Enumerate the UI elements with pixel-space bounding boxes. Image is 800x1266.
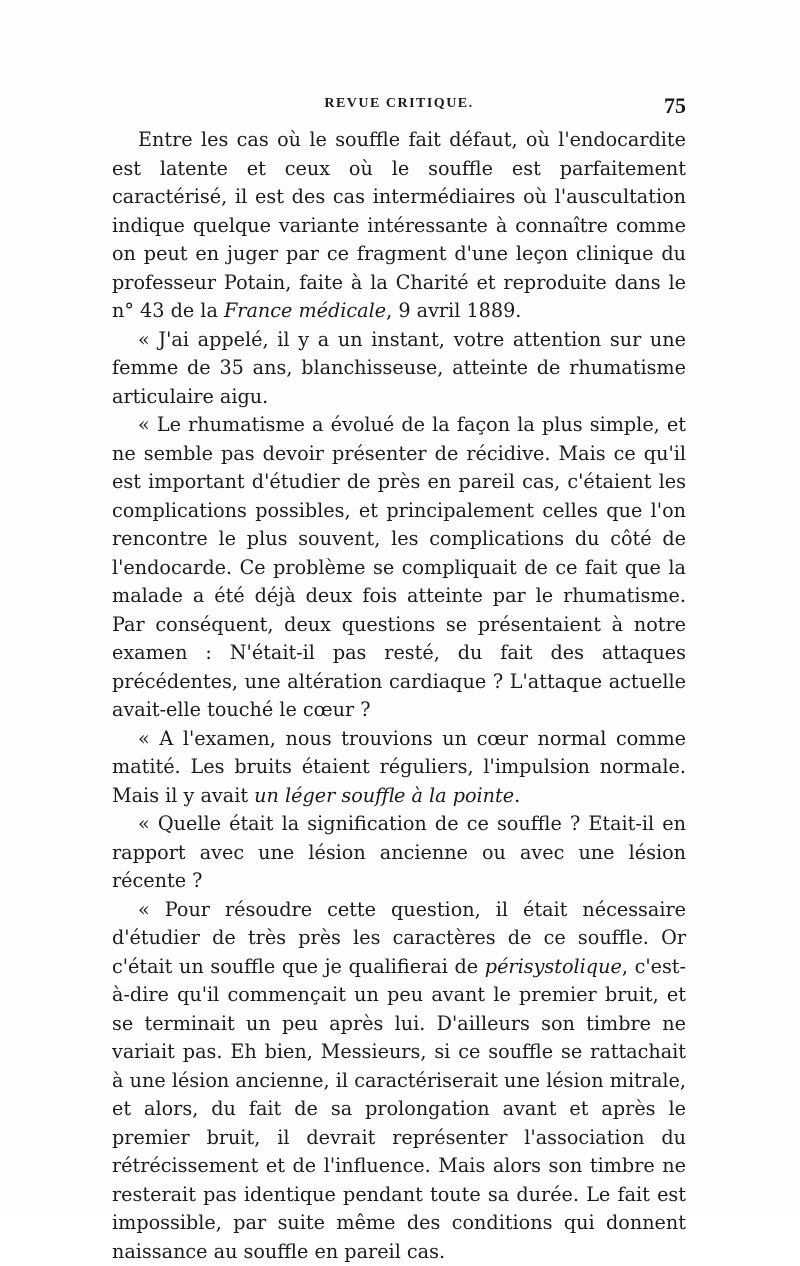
running-title: REVUE CRITIQUE. (112, 96, 686, 112)
running-head (112, 96, 686, 120)
body-text (112, 126, 686, 1266)
paragraph-4-text: « A l'examen, nous trouvions un cœur normal comme matité. Les bruits étaient réguliers, l'impulsion normale. Mais il y avait (112, 727, 686, 807)
paragraph-1-date: , 9 avril 1889. (386, 299, 521, 322)
paragraph-1 (112, 126, 686, 326)
paragraph-6 (112, 896, 686, 1266)
paragraph-6-text: « Pour résoudre cette question, il était nécessaire d'étudier de très près les caractères de ce souffle. Or c'était un souffle que je qualifierai de (112, 898, 686, 978)
paragraph-2: « J'ai appelé, il y a un instant, votre attention sur une femme de 35 ans, blanchisseuse, atteinte de rhumatisme articulaire aigu. (112, 326, 686, 412)
paragraph-6-emphasis: périsystolique (485, 955, 622, 978)
paragraph-6-rest: , c'est-à-dire qu'il commençait un peu avant le premier bruit, et se terminait un peu après lui. D'ailleurs son timbre ne variait pas. Eh bien, Messieurs, si ce souffle se rattachait à une lésion ancienne, il caractériserait une lésion mitrale, et alors, du fait de sa prolongation avant et après le premier bruit, il devrait représenter l'association du rétrécissement et de l'influence. Mais alors son timbre ne resterait pas identique pendant toute sa durée. Le fait est impossible, par suite même des conditions qui donnent naissance au souffle en pareil cas. (112, 955, 686, 1263)
paragraph-1-text: Entre les cas où le souffle fait défaut, où l'endocardite est latente et ceux où le souffle est parfaitement caractérisé, il est des cas intermédiaires où l'auscultation indique quelque variante intéressante à connaître comme on peut en juger par ce fragment d'une leçon clinique du professeur Potain, faite à la Charité et reproduite dans le n° 43 de la (112, 128, 686, 322)
journal-title: France médicale (224, 299, 386, 322)
paragraph-4 (112, 725, 686, 811)
paragraph-4-emphasis: un léger souffle à la pointe (254, 784, 514, 807)
page-number: 75 (664, 93, 686, 119)
paragraph-3: « Le rhumatisme a évolué de la façon la plus simple, et ne semble pas devoir présenter de récidive. Mais ce qu'il est important d'étudier de près en pareil cas, c'étaient les complications possibles, et principalement celles que l'on rencontre le plus souvent, les complications du côté de l'endocarde. Ce problème se compliquait de ce fait que la malade a été déjà deux fois atteinte par le rhumatisme. Par conséquent, deux questions se présentaient à notre examen : N'était-il pas resté, du fait des attaques précédentes, une altération cardiaque ? L'attaque actuelle avait-elle touché le cœur ? (112, 411, 686, 725)
paragraph-5: « Quelle était la signification de ce souffle ? Etait-il en rapport avec une lésion ancienne ou avec une lésion récente ? (112, 810, 686, 896)
paragraph-4-end: . (514, 784, 520, 807)
